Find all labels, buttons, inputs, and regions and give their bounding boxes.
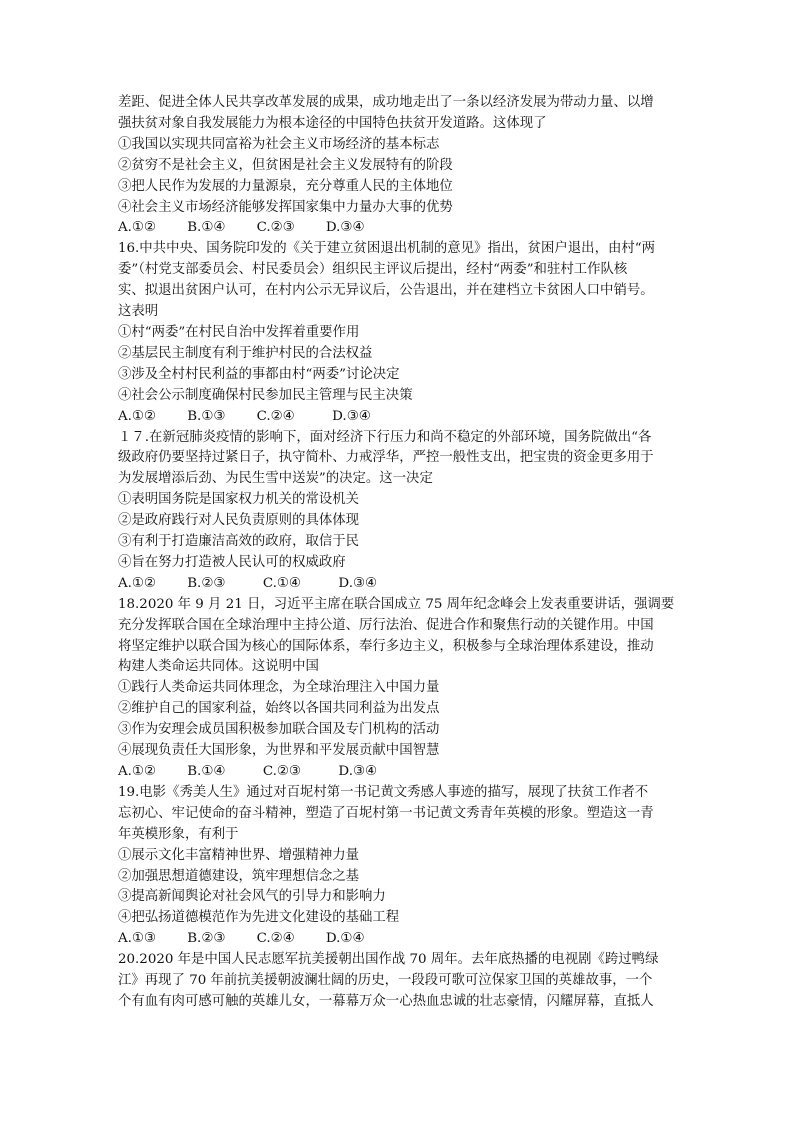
question-stem-line: 19.电影《秀美人生》通过对百坭村第一书记黄文秀感人事迹的描写，展现了扶贫工作者不 — [118, 784, 649, 800]
answer-options: A.①② B.①④ C.②③ D.③④ — [118, 764, 377, 779]
question-stem-line: 委”（村党支部委员会、村民委员会）组织民主评议后提出，经村“两委”和驻村工作队核 — [118, 262, 628, 278]
answer-item: ③有利于打造廉洁高效的政府，取信于民 — [118, 534, 360, 550]
question-stem-line: 这表明 — [118, 304, 159, 320]
question-stem-line: 充分发挥联合国在全球治理中主持公道、厉行法治、促进合作和聚焦行动的关键作用。中国 — [118, 617, 654, 633]
answer-item: ①表明国务院是国家权力机关的常设机关 — [118, 492, 360, 508]
answer-item: ①践行人类命运共同体理念，为全球治理注入中国力量 — [118, 680, 440, 696]
question-stem-line: 18.2020 年 9 月 21 日，习近平主席在联合国成立 75 周年纪念峰会上发表重要讲话，强调要 — [118, 596, 675, 612]
answer-item: ①展示文化丰富精神世界、增强精神力量 — [118, 847, 360, 863]
answer-item: ①我国以实现共同富裕为社会主义市场经济的基本标志 — [118, 136, 440, 152]
question-stem-line: １７.在新冠肺炎疫情的影响下，面对经济下行压力和尚不稳定的外部环境，国务院做出“各 — [118, 429, 652, 445]
question-stem-line: 将坚定维护以联合国为核心的国际体系，奉行多边主义，积极参与全球治理体系建设，推动 — [118, 638, 654, 654]
question-stem-line: 个有血有肉可感可触的英雄儿女，一幕幕万众一心热血忠诚的壮志豪情，闪耀屏幕，直抵人 — [118, 993, 654, 1009]
question-stem-line: 年英模形象，有利于 — [118, 826, 239, 842]
question-stem-line: 构建人类命运共同体。这说明中国 — [118, 659, 319, 675]
question-stem-line: 级政府仍要坚持过紧日子，执守简朴、力戒浮华，严控一般性支出，把宝贵的资金更多用于 — [118, 450, 654, 466]
question-stem-line: 实、拟退出贫困户认可，在村内公示无异议后，公告退出，并在建档立卡贫困人口中销号。 — [118, 283, 654, 299]
question-stem-line: 20.2020 年是中国人民志愿军抗美援朝出国作战 70 周年。去年底热播的电视剧《跨过鸭绿 — [118, 952, 659, 968]
answer-item: ③涉及全村村民利益的事都由村“两委”讨论决定 — [118, 366, 400, 382]
answer-item: ③提高新闻舆论对社会风气的引导力和影响力 — [118, 889, 386, 905]
question-stem-line: 强扶贫对象自我发展能力为根本途径的中国特色扶贫开发道路。这体现了 — [118, 115, 547, 131]
question-16 — [118, 239, 690, 427]
question-17 — [118, 428, 690, 595]
question-stem-line: 差距、促进全体人民共享改革发展的成果，成功地走出了一条以经济发展为带动力量、以增 — [118, 95, 654, 110]
answer-item: ②是政府践行对人民负责原则的具体体现 — [118, 513, 360, 529]
answer-options: A.①② B.①④ C.②③ D.③④ — [118, 220, 365, 236]
question-stem-line: 16.中共中央、国务院印发的《关于建立贫困退出机制的意见》指出，贫困户退出，由村“两 — [118, 241, 655, 257]
answer-options: A.①③ B.②③ C.②④ D.①④ — [118, 931, 365, 947]
answer-item: ④展现负责任大国形象，为世界和平发展贡献中国智慧 — [118, 743, 440, 759]
question-stem-line: 江》再现了 70 年前抗美援朝波澜壮阔的历史，一段段可歌可泣保家卫国的英雄故事，一个 — [118, 973, 653, 989]
question-18 — [118, 595, 690, 783]
exam-page — [118, 93, 690, 1013]
answer-item: ②基层民主制度有利于维护村民的合法权益 — [118, 345, 373, 361]
answer-item: ④旨在努力打造被人民认可的权威政府 — [118, 554, 346, 570]
answer-item: ②维护自己的国家利益，始终以各国共同利益为出发点 — [118, 701, 440, 717]
answer-item: ②贫穷不是社会主义，但贫困是社会主义发展特有的阶段 — [118, 157, 453, 173]
question-15 — [118, 93, 690, 239]
answer-item: ③作为安理会成员国积极参加联合国及专门机构的活动 — [118, 722, 440, 738]
answer-item: ②加强思想道德建设，筑牢理想信念之基 — [118, 868, 360, 884]
answer-item: ①村“两委”在村民自治中发挥着重要作用 — [118, 324, 360, 340]
question-20 — [118, 950, 690, 1013]
answer-options: A.①② B.①③ C.②④ D.③④ — [118, 408, 371, 424]
question-stem-line: 为发展增添后劲、为民生雪中送炭”的决定。这一决定 — [118, 471, 433, 487]
question-stem-line: 忘初心、牢记使命的奋斗精神，塑造了百坭村第一书记黄文秀青年英模的形象。塑造这一青 — [118, 805, 654, 821]
answer-item: ③把人民作为发展的力量源泉，充分尊重人民的主体地位 — [118, 178, 453, 194]
answer-item: ④把弘扬道德模范作为先进文化建设的基础工程 — [118, 910, 400, 926]
question-19 — [118, 783, 690, 950]
answer-item: ④社会公示制度确保村民参加民主管理与民主决策 — [118, 387, 413, 403]
answer-options: A.①② B.②③ C.①④ D.③④ — [118, 575, 377, 591]
answer-item: ④社会主义市场经济能够发挥国家集中力量办大事的优势 — [118, 199, 453, 215]
